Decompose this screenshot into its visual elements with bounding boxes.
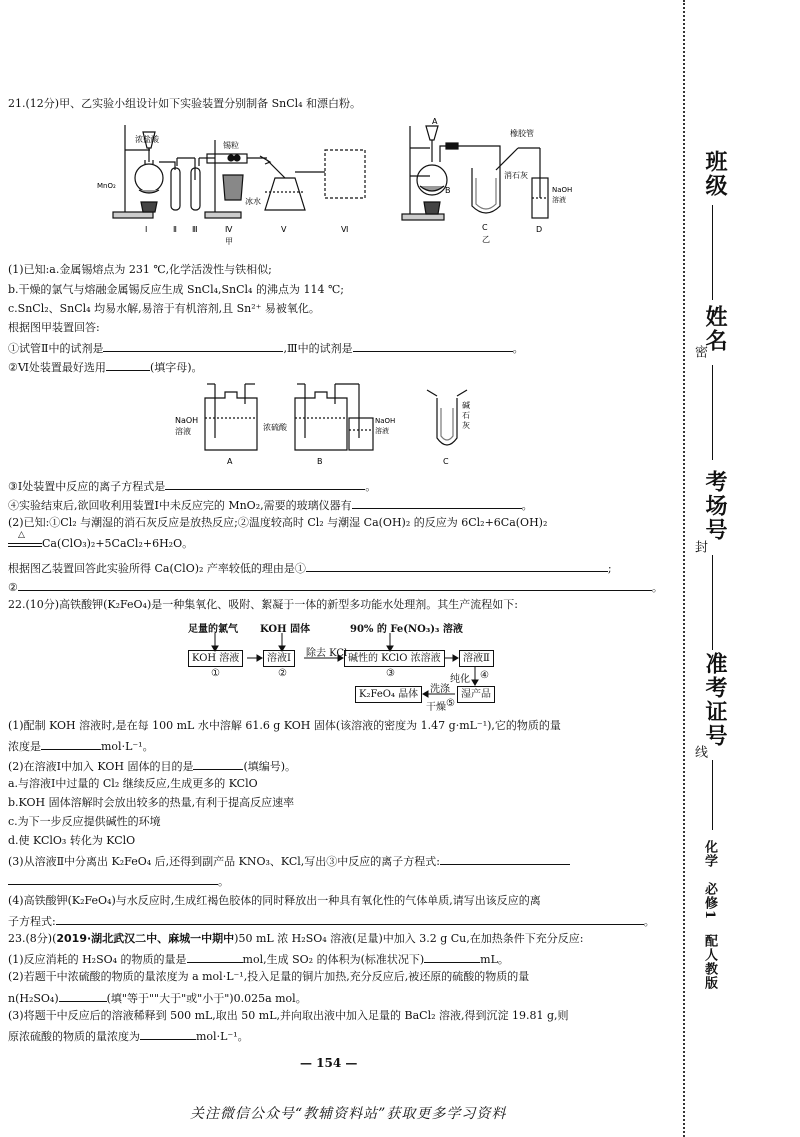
flow-step3: ③ [386,668,395,679]
label-mno2: MnO₂ [97,182,116,190]
q22-sub3 [8,853,570,869]
q23-sub2-cont [8,990,307,1006]
q22-sub1-text-a: 浓度是 [8,740,41,753]
abc-a-label1: NaOH [175,416,199,425]
q21-known-b: b.干燥的氯气与熔融金属锡反应生成 SnCl₄,SnCl₄ 的沸点为 114 ℃; [8,283,344,296]
margin-name-label: 姓名 [702,305,728,353]
q21-reason1 [8,560,612,576]
q21-part2-cont [8,530,194,551]
q21-reason1-end: ; [607,562,612,575]
caption-jia: 甲 [225,237,233,246]
q21-known-a: (1)已知:a.金属锡熔点为 231 ℃,化学活泼性与铁相似; [8,263,272,276]
figure-yi-apparatus [400,118,600,248]
q23-sub3-cont [8,1028,249,1044]
abc-c-caption: C [443,457,449,466]
margin-room-line [712,555,713,650]
abc-b-label: 浓硫酸 [263,423,287,432]
q21-sub3 [8,478,376,494]
q22-stem: 22.(10分)高铁酸钾(K₂FeO₄)是一种集氧化、吸附、絮凝于一体的新型多功能水处理剂。其生产流程如下: [8,598,518,611]
q23-stem-a: 23.(8分)( [8,932,57,945]
flow-box-sol2: 溶液Ⅱ [459,650,494,667]
q22-blank-ionic1-cont[interactable] [8,873,218,885]
abc-c-label3: 灰 [462,421,470,430]
q21-blank-tube2[interactable] [103,340,283,352]
flow-step2: ② [278,668,287,679]
label-d: D [536,225,543,234]
q22-blank-ionic1[interactable] [440,853,570,865]
q22-option-b: b.KOH 固体溶解时会放出较多的热量,有利于提高反应速率 [8,796,295,809]
margin-seal-mi: 密 [692,345,707,358]
figure-jia-apparatus [95,120,375,250]
q23-source: 2019·湖北武汉二中、麻城一中期中 [56,932,235,945]
label-vi: Ⅵ [341,225,349,234]
flow-label-xi: 洗涤 [430,684,450,695]
q21-blank-device6[interactable] [106,359,150,371]
margin-id-line [712,760,713,830]
margin-seal-xian: 线 [692,745,707,758]
margin-seal-feng: 封 [692,540,707,553]
q22-sub4-cont [8,913,655,929]
q23-sub2-b: (填"等于""大于"或"小于")0.025a mol。 [106,992,307,1005]
q22-sub2 [8,758,296,774]
q21-blank-equation[interactable] [165,478,365,490]
abc-b-caption: B [317,457,323,466]
abc-b-label3: 溶液 [375,427,389,435]
label-c: C [482,223,488,232]
label-b: B [445,186,451,195]
margin-subject: 化学 必修1 配人教版 [702,840,717,991]
label-bingshui: 冰水 [245,197,261,206]
q23-stem [8,932,583,946]
q21-known-c: c.SnCl₂、SnCl₄ 均易水解,易溶于有机溶剂,且 Sn²⁺ 易被氧化。 [8,302,320,315]
flow-box-kclo: 碱性的 KClO 浓溶液 [344,650,445,667]
flow-label-kcl: 除去 KCl [306,648,348,659]
q22-sub3-text: (3)从溶液Ⅱ中分离出 K₂FeO₄ 后,还得到副产品 KNO₃、KCl,写出③中反应的离子方程式: [8,855,440,868]
margin-name-line [712,365,713,460]
q22-sub4-end: 。 [643,915,655,928]
label-i: Ⅰ [145,225,148,234]
q21-sub3-text-a: ③Ⅰ处装置中反应的离子方程式是 [8,480,166,493]
label-xiangjiaoguan: 橡胶管 [510,129,534,138]
figure-abc-options [175,378,495,470]
q21-part2-equation: Ca(ClO₃)₂+5CaCl₂+6H₂O。 [42,537,194,550]
q22-sub1-cont [8,738,154,754]
abc-b-label2: NaOH [375,417,396,425]
q22-sub2-text-b: (填编号)。 [243,760,297,773]
label-nongyansuan: 浓盐酸 [135,135,159,144]
binding-dotted-line [683,0,685,1137]
label-xiaoshihui: 消石灰 [504,171,528,180]
margin-id-label: 准考证号 [702,652,728,748]
q21-sub4-text-b: 。 [521,499,533,512]
q22-option-d: d.使 KClO₃ 转化为 KClO [8,834,136,847]
q22-blank-ionic2[interactable] [56,913,644,925]
q23-blank-volume[interactable] [424,951,480,963]
q21-reason2-text: ② [8,581,18,594]
q21-sub4-text-a: ④实验结束后,欲回收利用装置Ⅰ中未反应完的 MnO₂,需要的玻璃仪器有 [8,499,352,512]
flow-box-sol1: 溶液Ⅰ [263,650,295,667]
caption-yi: 乙 [482,235,490,244]
q23-sub1-b: mol,生成 SO₂ 的体积为(标准状况下) [242,953,425,966]
q22-sub4: (4)高铁酸钾(K₂FeO₄)与水反应时,生成红褐色胶体的同时释放出一种具有氧化性的气体单质,请写出该反应的离 [8,894,541,907]
q21-blank-reason2[interactable] [18,579,652,591]
q22-flowchart [170,618,530,714]
flow-label-chun: 纯化 [450,674,470,685]
label-v: Ⅴ [281,225,287,234]
flow-box-crystal: K₂FeO₄ 晶体 [355,686,422,703]
q22-blank-purpose[interactable] [193,758,243,770]
q21-reason2 [8,579,663,595]
q21-sub1-text-c: 。 [512,342,524,355]
q23-sub1-a: (1)反应消耗的 H₂SO₄ 的物质的量是 [8,953,187,966]
q22-option-c: c.为下一步反应提供碱性的环境 [8,815,161,828]
q21-sub3-text-b: 。 [365,480,377,493]
margin-class-line [712,205,713,300]
q23-stem-b: )50 mL 浓 H₂SO₄ 溶液(足量)中加入 3.2 g Cu,在加热条件下充分反应: [234,932,584,945]
q21-blank-tube3[interactable] [353,340,513,352]
q21-stem: 21.(12分)甲、乙实验小组设计如下实验装置分别制备 SnCl₄ 和漂白粉。 [8,97,362,110]
q21-instruction: 根据图甲装置回答: [8,321,100,334]
flow-step4: ④ [480,670,489,681]
q22-option-a: a.与溶液Ⅰ中过量的 Cl₂ 继续反应,生成更多的 KClO [8,777,258,790]
flow-step5: ⑤ [446,698,455,709]
label-naoh: NaOH [552,186,573,194]
q21-sub1 [8,340,524,356]
q23-sub3-a: 原浓硫酸的物质的量浓度为 [8,1030,140,1043]
q22-sub1-text-b: mol·L⁻¹。 [101,740,154,753]
q22-sub2-text-a: (2)在溶液Ⅰ中加入 KOH 固体的目的是 [8,760,194,773]
label-a: A [432,118,438,126]
q22-blank-concentration[interactable] [41,738,101,750]
flow-box-koh: KOH 溶液 [188,650,243,667]
q21-sub2-text-b: (填字母)。 [149,361,203,374]
abc-c-label2: 石 [462,411,470,420]
flow-top-fe: 90% 的 Fe(NO₃)₃ 溶液 [350,624,463,635]
label-ii: Ⅱ [173,225,177,234]
q22-sub3-end: 。 [218,875,229,888]
flow-top-koh: KOH 固体 [260,624,311,635]
margin-room-label: 考场号 [702,470,728,542]
label-xili: 锡粒 [223,141,239,150]
q21-blank-glassware[interactable] [352,497,522,509]
q21-sub1-text-b: ,Ⅲ中的试剂是 [283,342,353,355]
abc-c-label1: 碱 [462,401,470,410]
margin-class-label: 班级 [702,150,728,198]
flow-top-chlorine: 足量的氯气 [188,624,238,635]
q21-part2: (2)已知:①Cl₂ 与潮湿的消石灰反应是放热反应;②温度较高时 Cl₂ 与潮湿 Ca(OH)₂ 的反应为 6Cl₂+6Ca(OH)₂ [8,516,548,529]
q21-sub2 [8,359,203,375]
q21-sub1-text-a: ①试管Ⅱ中的试剂是 [8,342,104,355]
footer-note: 关注微信公众号“教辅资料站”获取更多学习资料 [190,1106,507,1122]
q23-sub1 [8,951,509,967]
abc-a-label2: 溶液 [175,427,191,436]
q21-delta-sign: △ [18,530,25,540]
label-rongye: 溶液 [552,196,566,204]
q21-reason2-end: 。 [651,581,663,594]
q23-sub2-a: n(H₂SO₄) [8,992,59,1005]
q22-sub4-text: 子方程式: [8,915,56,928]
q23-sub3-b: mol·L⁻¹。 [196,1030,249,1043]
q21-blank-reason1[interactable] [306,560,608,572]
q21-sub4 [8,497,533,513]
q23-sub3: (3)将题干中反应后的溶液稀释到 500 mL,取出 50 mL,并向取出液中加入足量的 BaCl₂ 溶液,得到沉淀 19.81 g,则 [8,1009,569,1022]
label-iii: Ⅲ [192,225,198,234]
q23-blank-compare[interactable] [59,990,107,1002]
q23-blank-original-conc[interactable] [140,1028,196,1040]
label-iv: Ⅳ [225,225,233,234]
flow-box-wet: 湿产品 [457,686,495,703]
q23-blank-moles[interactable] [187,951,243,963]
q23-sub2: (2)若题干中浓硫酸的物质的量浓度为 a mol·L⁻¹,投入足量的铜片加热,充分反应后,被还原的硫酸的物质的量 [8,970,530,983]
q21-sub2-text-a: ②Ⅵ处装置最好选用 [8,361,106,374]
q22-sub1: (1)配制 KOH 溶液时,是在每 100 mL 水中溶解 61.6 g KOH 固体(该溶液的密度为 1.47 g·mL⁻¹),它的物质的量 [8,719,561,732]
flow-step1: ① [211,668,220,679]
flow-label-gan: 干燥 [426,702,446,713]
page-number: — 154 — [300,1056,358,1070]
q22-sub3-cont [8,873,229,889]
q23-sub1-c: mL。 [480,953,509,966]
abc-a-caption: A [227,457,233,466]
q21-reason1-text: 根据图乙装置回答此实验所得 Ca(ClO)₂ 产率较低的理由是① [8,562,306,575]
